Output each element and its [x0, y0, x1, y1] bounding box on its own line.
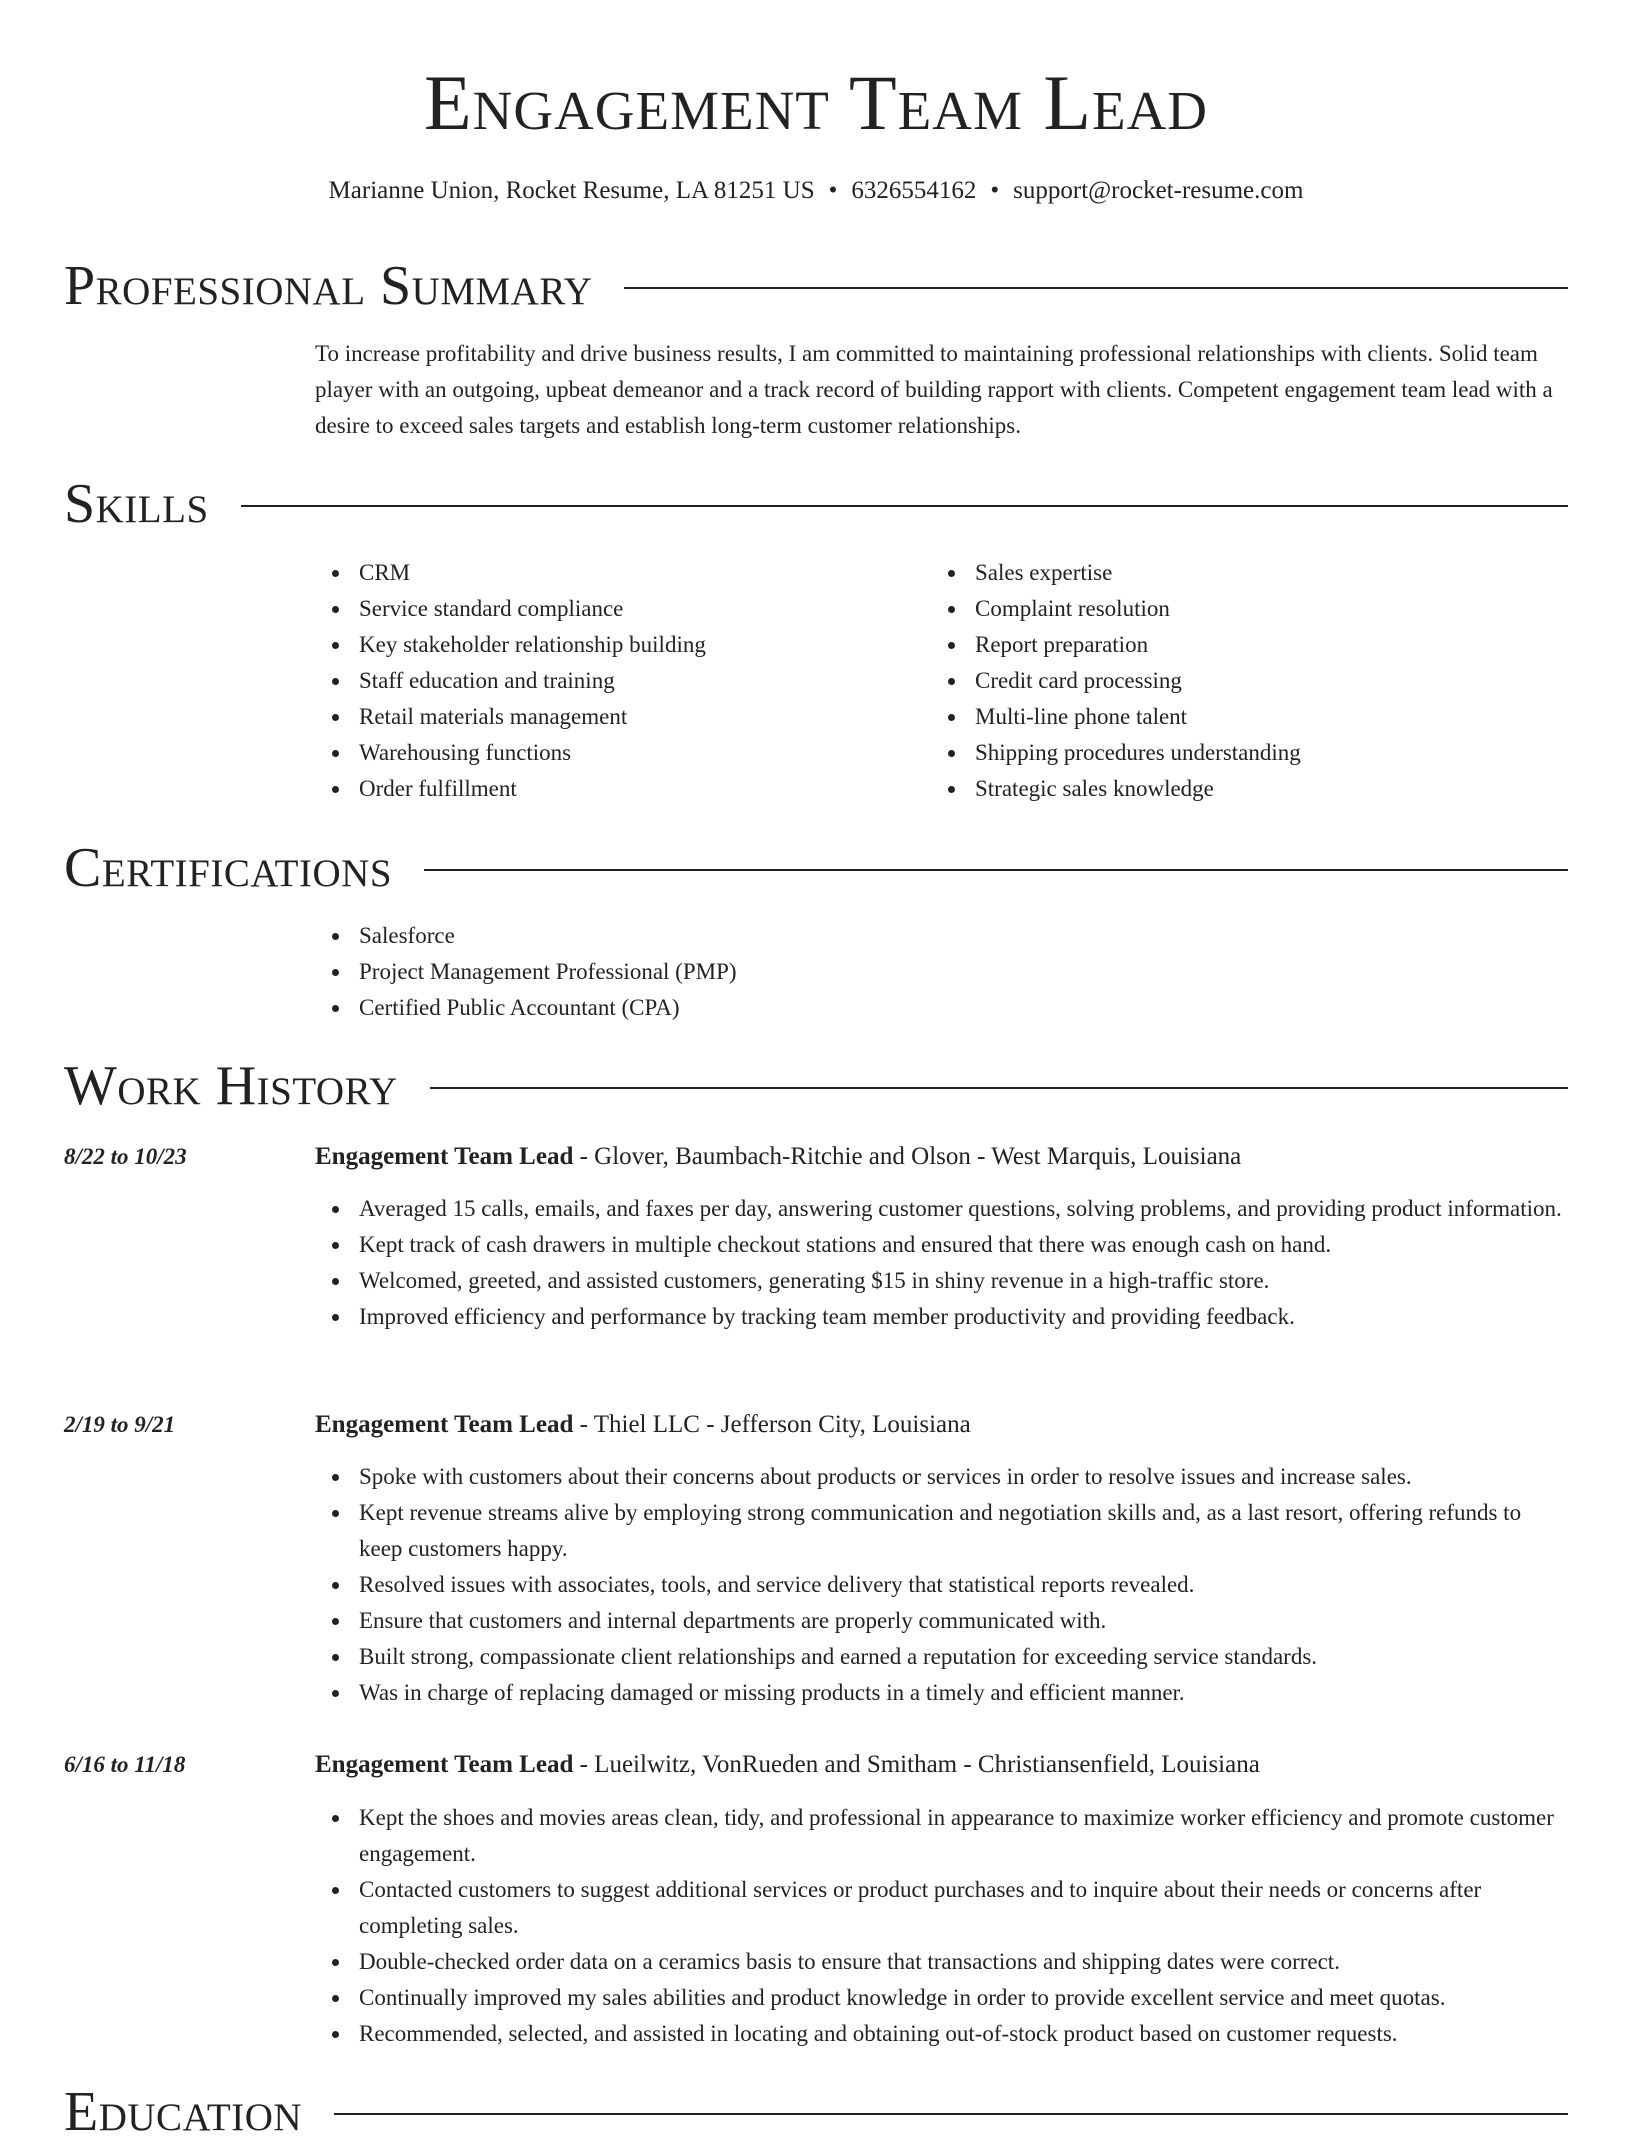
job-bullet: Resolved issues with associates, tools, and service delivery that statistical reports revealed.: [315, 1567, 1568, 1603]
skill-item: Key stakeholder relationship building: [315, 627, 915, 663]
job-bullet: Contacted customers to suggest additional services or product purchases and to inquire about their needs or concerns after completing sales.: [315, 1872, 1568, 1944]
job-bullet: Welcomed, greeted, and assisted customers, generating $15 in shiny revenue in a high-traffic store.: [315, 1263, 1568, 1299]
skill-item: Order fulfillment: [315, 771, 915, 807]
skill-item: Shipping procedures understanding: [931, 735, 1531, 771]
job-bullets: [315, 1459, 1568, 1711]
section-title-education: Education: [64, 2081, 303, 2143]
job-bullet: Averaged 15 calls, emails, and faxes per day, answering customer questions, solving problems, and providing product information.: [315, 1191, 1568, 1227]
resume-title: Engagement Team Lead: [423, 59, 1209, 146]
skill-item: CRM: [315, 555, 915, 591]
contact-separator: •: [828, 177, 838, 204]
section-title-summary: Professional Summary: [64, 255, 593, 317]
job-bullets: [315, 1191, 1568, 1335]
skill-item: Service standard compliance: [315, 591, 915, 627]
contact-phone: 6326554162: [851, 177, 977, 204]
job-bullet: Improved efficiency and performance by tracking team member productivity and providing feedback.: [315, 1299, 1568, 1335]
job-role: Engagement Team Lead: [315, 1143, 574, 1170]
skill-item: Strategic sales knowledge: [931, 771, 1531, 807]
contact-line: [64, 174, 1568, 208]
section-heading-certifications: [64, 836, 1568, 900]
skill-item: Warehousing functions: [315, 735, 915, 771]
job-heading: [315, 1747, 1260, 1783]
skill-item: Report preparation: [931, 627, 1531, 663]
job-heading: [315, 1139, 1241, 1175]
job-bullet: Built strong, compassionate client relationships and earned a reputation for exceeding service standards.: [315, 1639, 1568, 1675]
contact-separator: •: [990, 177, 1000, 204]
section-heading-work-history: [64, 1054, 1568, 1118]
section-divider: [430, 1087, 1568, 1089]
job-heading: [315, 1407, 971, 1443]
section-title-skills: Skills: [64, 473, 209, 535]
job-bullet: Kept revenue streams alive by employing strong communication and negotiation skills and, as a last resort, offering refunds to keep customers happy.: [315, 1495, 1568, 1567]
certification-item: Salesforce: [315, 918, 1515, 954]
job-role: Engagement Team Lead: [315, 1751, 574, 1778]
section-title-certifications: Certifications: [64, 837, 393, 899]
skills-list-right: [931, 555, 1531, 807]
job-bullet: Spoke with customers about their concerns about products or services in order to resolve issues and increase sales.: [315, 1459, 1568, 1495]
section-divider: [241, 505, 1568, 507]
section-divider: [334, 2113, 1568, 2115]
job-dates: 8/22 to 10/23: [64, 1144, 187, 1169]
skill-item: Complaint resolution: [931, 591, 1531, 627]
job-bullet: Double-checked order data on a ceramics basis to ensure that transactions and shipping dates were correct.: [315, 1944, 1568, 1980]
summary-text: To increase profitability and drive business results, I am committed to maintaining professional relationships with clients. Solid team player with an outgoing, upbeat demeanor and a track record of building rapport with clients. Competent engagement team lead with a desire to exceed sales targets and establish long-term customer relationships.: [315, 341, 1553, 438]
skills-list-left: [315, 555, 915, 807]
job-bullet: Continually improved my sales abilities and product knowledge in order to provide excellent service and meet quotas.: [315, 1980, 1568, 2016]
job-bullet: Kept the shoes and movies areas clean, tidy, and professional in appearance to maximize worker efficiency and promote customer engagement.: [315, 1800, 1568, 1872]
section-title-work-history: Work History: [64, 1055, 398, 1117]
section-heading-summary: [64, 254, 1568, 318]
section-heading-education: [64, 2080, 1568, 2144]
job-bullet: Ensure that customers and internal departments are properly communicated with.: [315, 1603, 1568, 1639]
skill-item: Credit card processing: [931, 663, 1531, 699]
skill-item: Multi-line phone talent: [931, 699, 1531, 735]
job-bullet: Kept track of cash drawers in multiple checkout stations and ensured that there was enough cash on hand.: [315, 1227, 1568, 1263]
job-dates: 6/16 to 11/18: [64, 1752, 186, 1777]
section-divider: [624, 287, 1568, 289]
job-dates: 2/19 to 9/21: [64, 1412, 176, 1437]
job-employer-location: - Thiel LLC - Jefferson City, Louisiana: [573, 1411, 971, 1438]
job-employer-location: - Lueilwitz, VonRueden and Smitham - Christiansenfield, Louisiana: [573, 1751, 1260, 1778]
job-bullet: Recommended, selected, and assisted in locating and obtaining out-of-stock product based on customer requests.: [315, 2016, 1568, 2052]
certifications-list: [315, 918, 1515, 1026]
job-role: Engagement Team Lead: [315, 1411, 574, 1438]
skill-item: Staff education and training: [315, 663, 915, 699]
job-bullet: Was in charge of replacing damaged or missing products in a timely and efficient manner.: [315, 1675, 1568, 1711]
skill-item: Sales expertise: [931, 555, 1531, 591]
contact-email: support@rocket-resume.com: [1013, 177, 1304, 204]
job-employer-location: - Glover, Baumbach-Ritchie and Olson - West Marquis, Louisiana: [573, 1143, 1242, 1170]
certification-item: Certified Public Accountant (CPA): [315, 990, 1515, 1026]
section-heading-skills: [64, 472, 1568, 536]
skill-item: Retail materials management: [315, 699, 915, 735]
job-bullets: [315, 1800, 1568, 2052]
contact-address: Marianne Union, Rocket Resume, LA 81251 US: [328, 177, 815, 204]
section-divider: [424, 869, 1568, 871]
certification-item: Project Management Professional (PMP): [315, 954, 1515, 990]
